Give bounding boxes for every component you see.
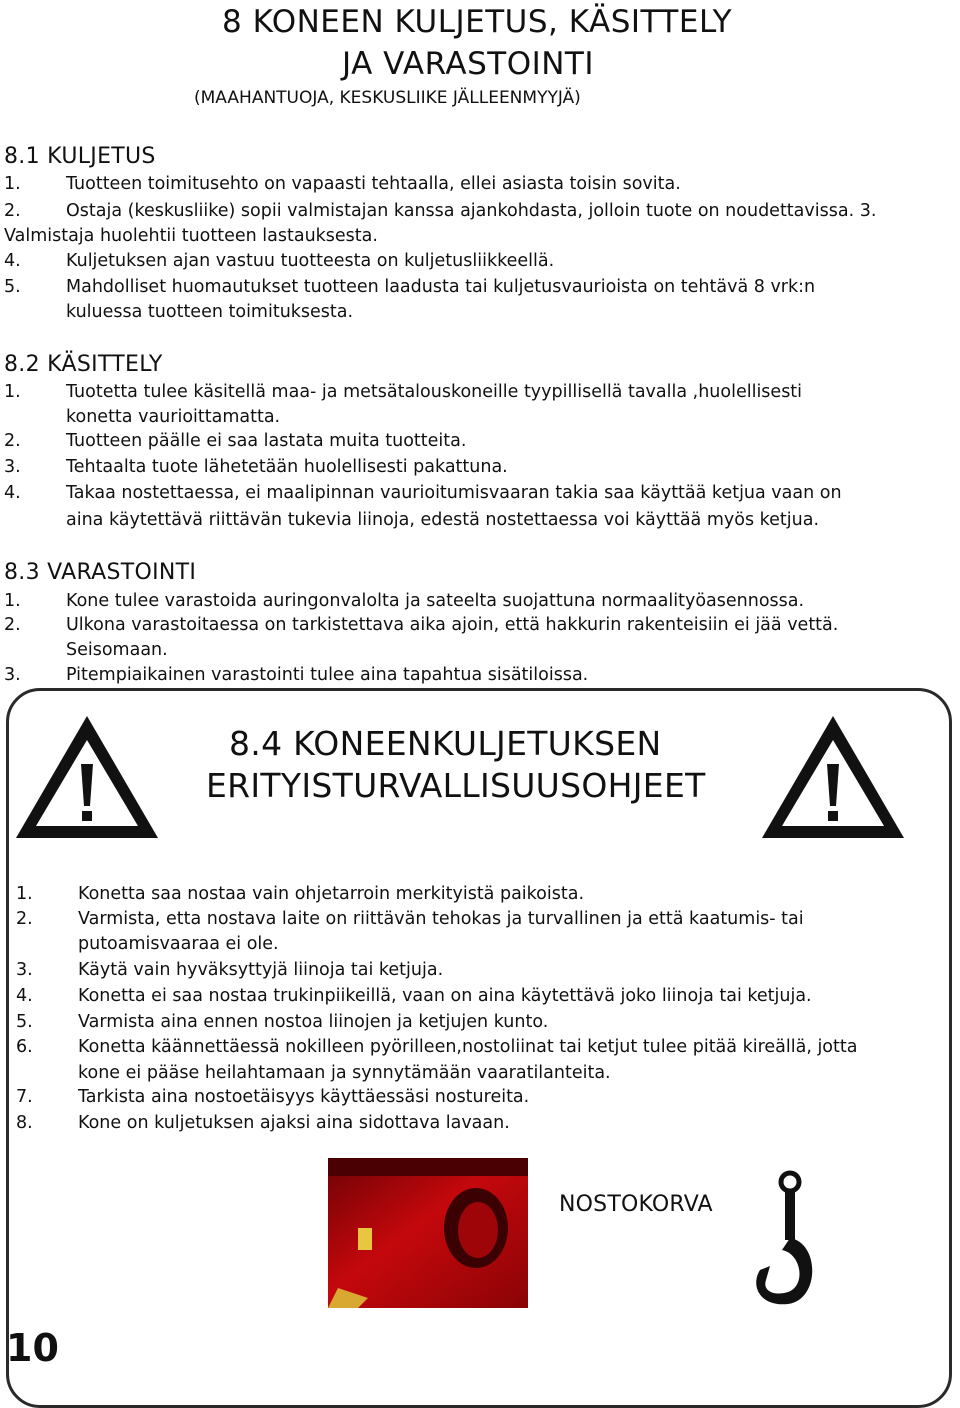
list-item [4, 277, 944, 325]
list-item [16, 1113, 936, 1135]
page-subtitle: (MAAHANTUOJA, KESKUSLIIKE JÄLLEENMYYJÄ) [194, 88, 581, 108]
item-text: konetta vaurioittamatta. [66, 407, 281, 427]
item-text: Seisomaan. [66, 640, 168, 660]
list-item [4, 382, 944, 430]
list-item [16, 884, 936, 906]
warning-triangle-icon [12, 712, 162, 842]
item-number: 6. [16, 1037, 33, 1057]
item-number: 3. [16, 960, 33, 980]
list-item [4, 201, 944, 249]
safety-title-line2: ERITYISTURVALLISUUSOHJEET [206, 766, 706, 805]
list-item [4, 591, 944, 613]
item-text: Valmistaja huolehtii tuotteen lastauksesta. [4, 226, 378, 246]
page-number: 10 [6, 1326, 59, 1370]
item-number: 1. [4, 591, 21, 611]
section-heading-kasittely: 8.2 KÄSITTELY [4, 352, 163, 377]
item-text: Tarkista aina nostoetäisyys käyttäessäsi nostureita. [78, 1087, 530, 1107]
item-text: kone ei pääse heilahtamaan ja synnytämään vaaratilanteita. [78, 1063, 611, 1083]
item-number: 2. [4, 431, 21, 451]
item-text: kuluessa tuotteen toimituksesta. [66, 302, 354, 322]
list-item [4, 457, 944, 479]
list-item [4, 431, 944, 453]
item-text: Mahdolliset huomautukset tuotteen laadusta tai kuljetusvaurioista on tehtävä 8 vrk:n [66, 277, 816, 297]
hook-label: NOSTOKORVA [559, 1192, 713, 1217]
list-item [16, 1087, 936, 1109]
item-text: Takaa nostettaessa, ei maalipinnan vaurioitumisvaaran takia saa käyttää ketjua vaan on [66, 483, 842, 503]
item-text: Pitempiaikainen varastointi tulee aina tapahtua sisätiloissa. [66, 665, 589, 685]
item-text: Tuotteen toimitusehto on vapaasti tehtaalla, ellei asiasta toisin sovita. [66, 174, 681, 194]
item-number: 2. [4, 615, 21, 635]
item-number: 5. [16, 1012, 33, 1032]
item-text: Tuotteen päälle ei saa lastata muita tuotteita. [66, 431, 467, 451]
item-text: Kone tulee varastoida auringonvalolta ja sateelta suojattuna normaalityöasennossa. [66, 591, 805, 611]
warning-triangle-icon [758, 712, 908, 842]
item-text: Konetta käännettäessä nokilleen pyörilleen,nostoliinat tai ketjut tulee pitää kireällä, jotta [78, 1037, 858, 1057]
page-title-line1: 8 KONEEN KULJETUS, KÄSITTELY [222, 4, 733, 40]
section-heading-varastointi: 8.3 VARASTOINTI [4, 560, 197, 585]
safety-title-line1: 8.4 KONEENKULJETUKSEN [229, 724, 662, 763]
item-number: 7. [16, 1087, 33, 1107]
list-item [16, 909, 936, 957]
lifting-eye-photo [328, 1158, 528, 1308]
list-item [4, 615, 944, 663]
item-text: aina käytettävä riittävän tukevia liinoja, edestä nostettaessa voi käyttää myös ketjua. [66, 510, 820, 530]
item-text: Tehtaalta tuote lähetetään huolellisesti pakattuna. [66, 457, 508, 477]
page-title-line2: JA VARASTOINTI [342, 46, 595, 82]
item-number: 1. [4, 382, 21, 402]
item-number: 4. [4, 251, 21, 271]
item-text: Ostaja (keskusliike) sopii valmistajan kanssa ajankohdasta, jolloin tuote on noudettavissa. 3. [66, 201, 877, 221]
list-item [16, 1037, 936, 1085]
item-text: Käytä vain hyväksyttyjä liinoja tai ketjuja. [78, 960, 444, 980]
item-number: 2. [16, 909, 33, 929]
list-item [4, 665, 944, 687]
lifting-hook-icon [740, 1168, 830, 1318]
item-number: 3. [4, 457, 21, 477]
item-text: Kone on kuljetuksen ajaksi aina sidottava lavaan. [78, 1113, 510, 1133]
section-heading-kuljetus: 8.1 KULJETUS [4, 144, 156, 169]
item-number: 1. [4, 174, 21, 194]
list-item [4, 174, 944, 196]
item-text: Tuotetta tulee käsitellä maa- ja metsätalouskoneille tyypillisellä tavalla ,huolellisesti [66, 382, 803, 402]
list-item [4, 483, 944, 531]
list-item [16, 986, 936, 1008]
item-number: 4. [4, 483, 21, 503]
item-number: 2. [4, 201, 21, 221]
item-number: 8. [16, 1113, 33, 1133]
item-text: Kuljetuksen ajan vastuu tuotteesta on kuljetusliikkeellä. [66, 251, 555, 271]
item-number: 3. [4, 665, 21, 685]
list-item [4, 251, 944, 273]
item-number: 5. [4, 277, 21, 297]
item-text: Ulkona varastoitaessa on tarkistettava aika ajoin, että hakkurin rakenteisiin ei jää vettä. [66, 615, 839, 635]
item-text: Varmista, etta nostava laite on riittävän tehokas ja turvallinen ja että kaatumis- tai [78, 909, 804, 929]
item-text: Varmista aina ennen nostoa liinojen ja ketjujen kunto. [78, 1012, 549, 1032]
item-text: Konetta ei saa nostaa trukinpiikeillä, vaan on aina käytettävä joko liinoja tai ketjuja. [78, 986, 812, 1006]
item-number: 4. [16, 986, 33, 1006]
item-text: Konetta saa nostaa vain ohjetarroin merkityistä paikoista. [78, 884, 585, 904]
list-item [16, 1012, 936, 1034]
list-item [16, 960, 936, 982]
item-text: putoamisvaaraa ei ole. [78, 934, 279, 954]
item-number: 1. [16, 884, 33, 904]
